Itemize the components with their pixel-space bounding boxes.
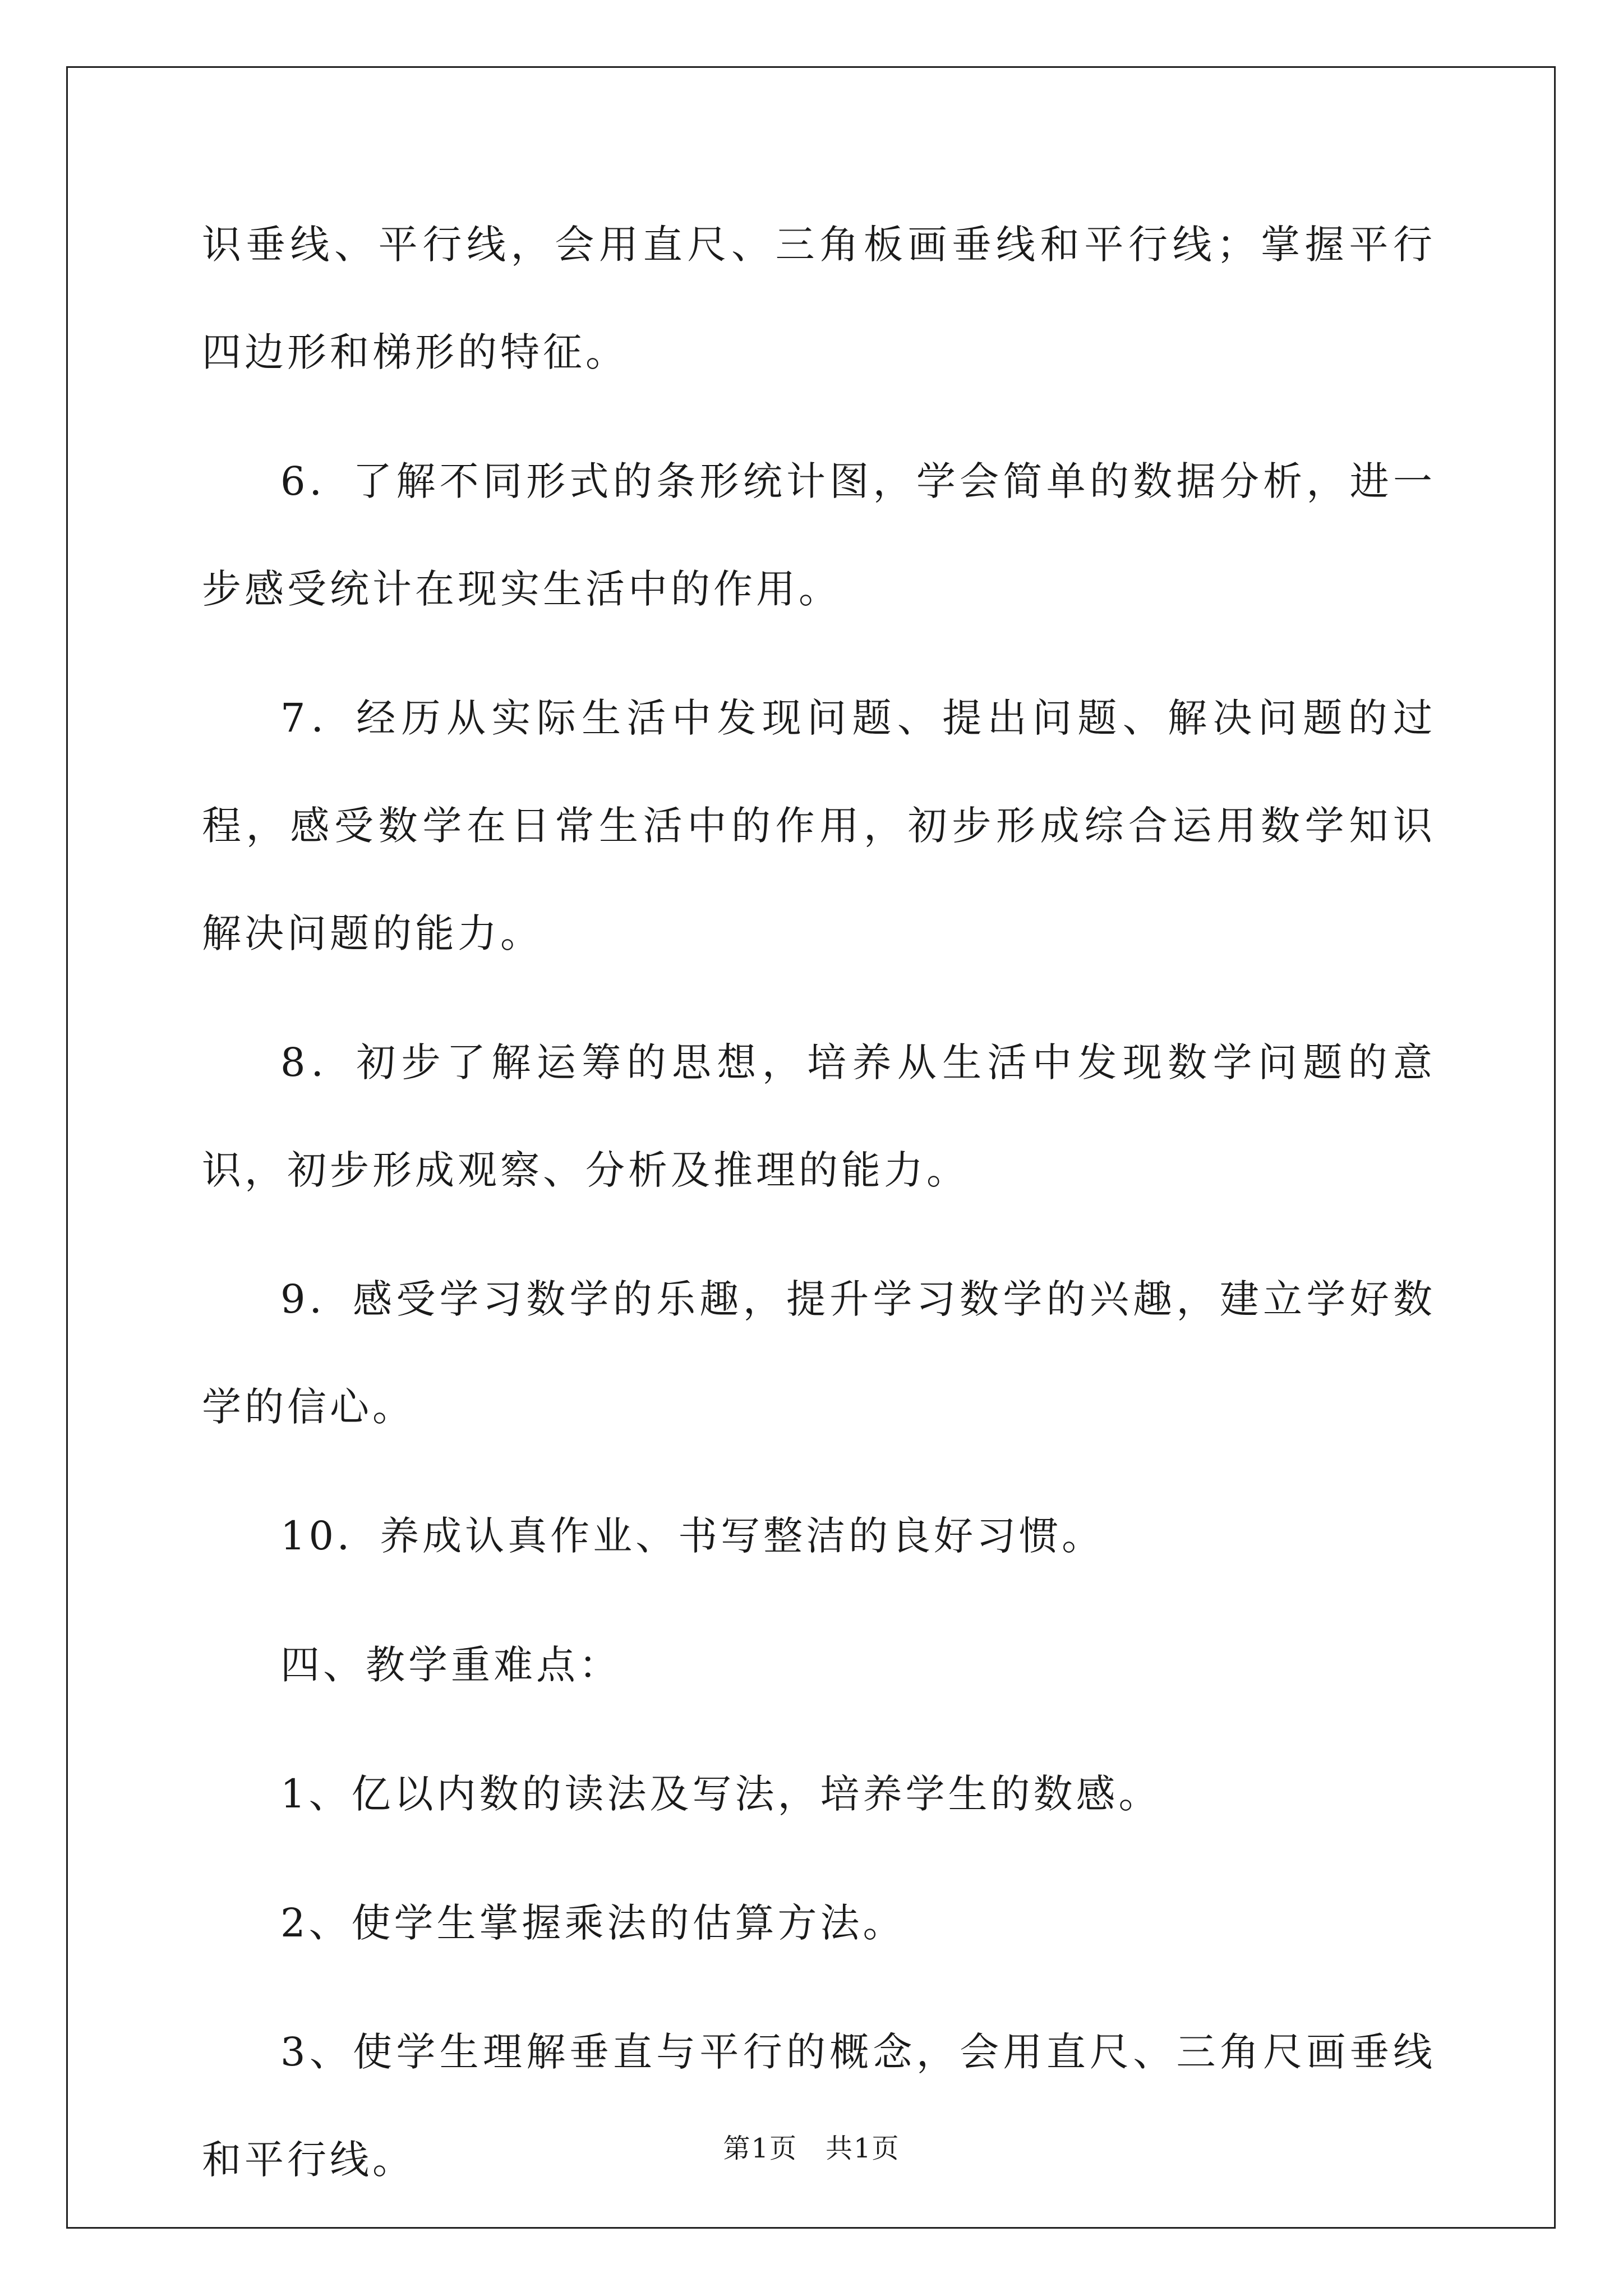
page-number-footer: 第1页 共1页 — [723, 2133, 900, 2164]
paragraph: 7．经历从实际生活中发现问题、提出问题、解决问题的过程，感受数学在日常生活中的作用，初步形成综合运用数学知识解决问题的能力。 — [202, 695, 1436, 956]
paragraph: 6．了解不同形式的条形统计图，学会简单的数据分析，进一步感受统计在现实生活中的作用。 — [202, 458, 1436, 612]
paragraph: 10．养成认真作业、书写整洁的良好习惯。 — [280, 1513, 1105, 1559]
paragraph: 1、亿以内数的读法及写法，培养学生的数感。 — [280, 1771, 1161, 1817]
document-body — [202, 191, 1436, 2235]
section-heading: 四、教学重难点： — [280, 1642, 621, 1688]
paragraph: 识垂线、平行线，会用直尺、三角板画垂线和平行线；掌握平行四边形和梯形的特征。 — [202, 222, 1436, 375]
paragraph: 2、使学生掌握乘法的估算方法。 — [280, 1900, 906, 1946]
paragraph: 8．初步了解运筹的思想，培养从生活中发现数学问题的意识，初步形成观察、分析及推理的能力。 — [202, 1039, 1436, 1193]
paragraph: 9．感受学习数学的乐趣，提升学习数学的兴趣，建立学好数学的信心。 — [202, 1276, 1436, 1430]
paragraph: 3、使学生理解垂直与平行的概念，会用直尺、三角尺画垂线和平行线。 — [202, 2029, 1436, 2183]
